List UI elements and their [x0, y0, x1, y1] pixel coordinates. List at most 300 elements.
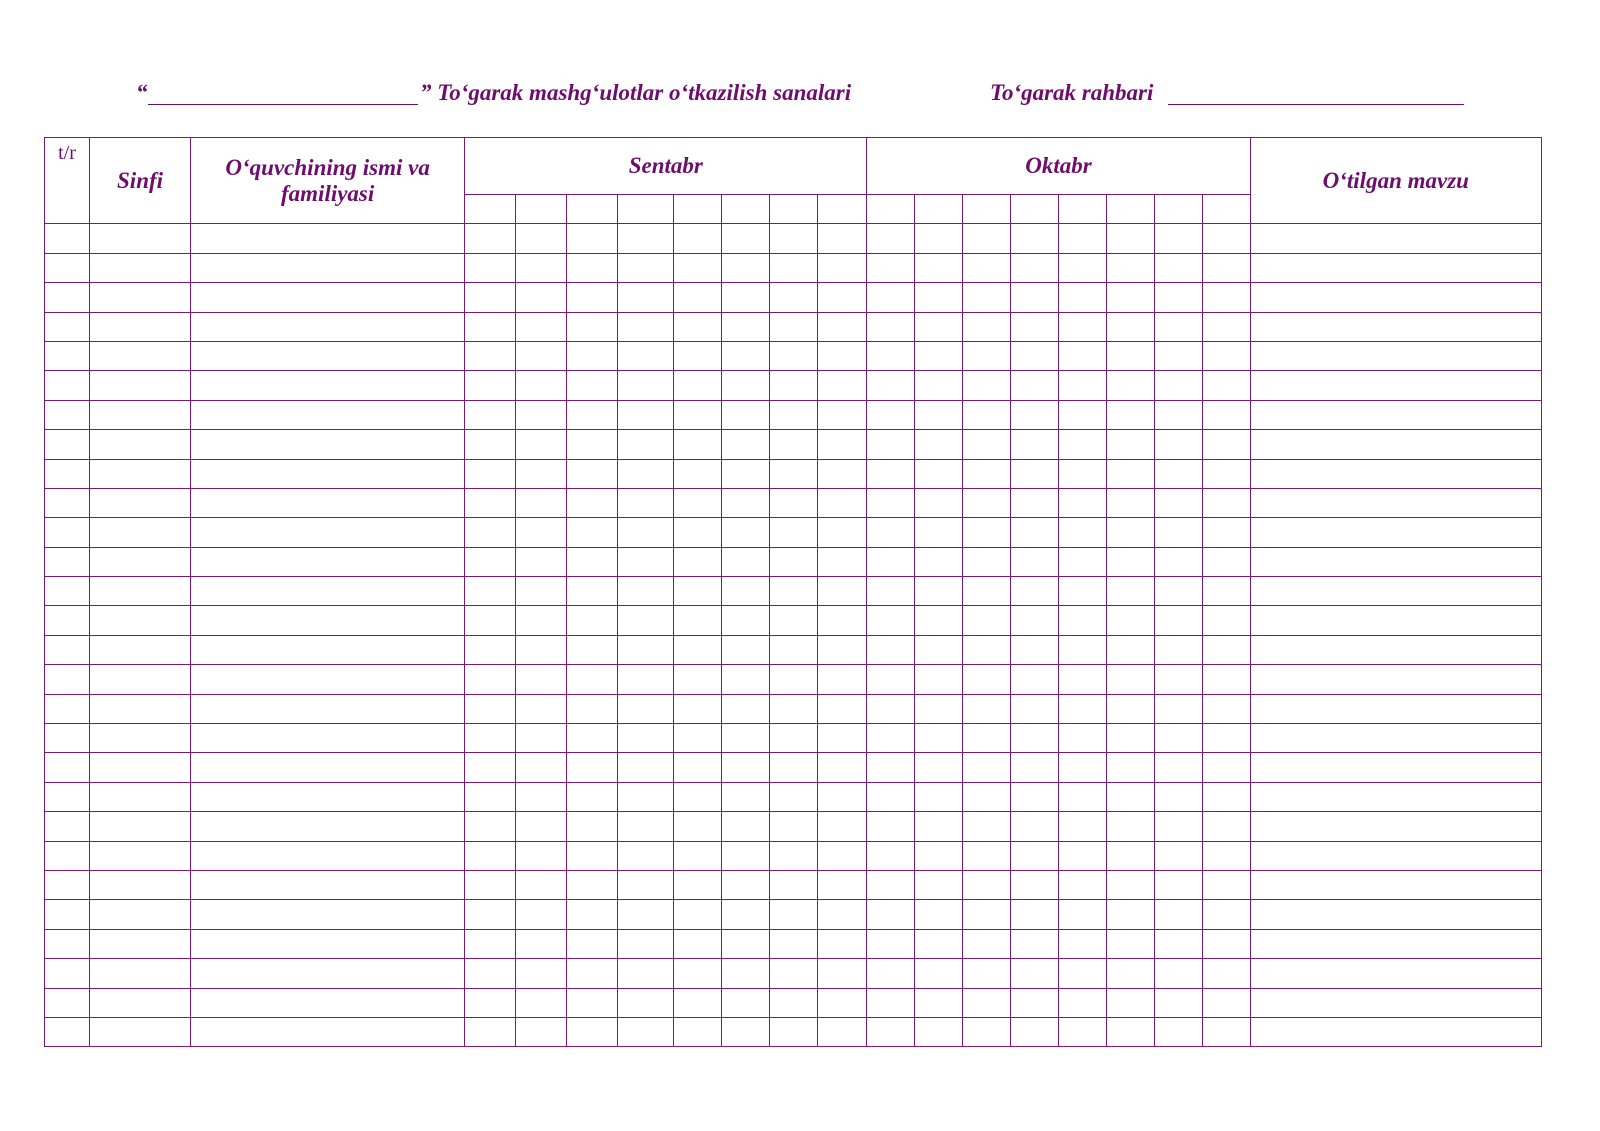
- day-cell: [963, 959, 1011, 988]
- day-cell: [867, 635, 915, 664]
- day-cell: [770, 283, 818, 312]
- day-cell: [963, 547, 1011, 576]
- day-cell: [1059, 312, 1107, 341]
- day-cell: [818, 283, 867, 312]
- day-cell: [516, 870, 567, 899]
- topic-cell: [1250, 577, 1541, 606]
- day-cell: [674, 635, 722, 664]
- september-day-cell: [618, 195, 674, 224]
- day-cell: [1107, 724, 1155, 753]
- day-cell: [516, 518, 567, 547]
- class-cell: [90, 870, 191, 899]
- topic-cell: [1250, 929, 1541, 958]
- day-cell: [674, 400, 722, 429]
- day-cell: [567, 577, 618, 606]
- table-row: [45, 518, 1542, 547]
- number-cell: [45, 459, 90, 488]
- day-cell: [915, 782, 963, 811]
- day-cell: [1155, 1017, 1203, 1046]
- student-name-cell: [191, 841, 465, 870]
- day-cell: [770, 812, 818, 841]
- day-cell: [770, 988, 818, 1017]
- table-row: [45, 929, 1542, 958]
- day-cell: [567, 400, 618, 429]
- day-cell: [516, 283, 567, 312]
- day-cell: [963, 929, 1011, 958]
- day-cell: [674, 753, 722, 782]
- topic-cell: [1250, 665, 1541, 694]
- student-name-cell: [191, 635, 465, 664]
- topic-cell: [1250, 1017, 1541, 1046]
- day-cell: [516, 665, 567, 694]
- day-cell: [567, 929, 618, 958]
- day-cell: [915, 724, 963, 753]
- day-cell: [516, 312, 567, 341]
- class-cell: [90, 753, 191, 782]
- day-cell: [963, 577, 1011, 606]
- topic-cell: [1250, 341, 1541, 370]
- october-day-cell: [867, 195, 915, 224]
- day-cell: [818, 371, 867, 400]
- day-cell: [1107, 665, 1155, 694]
- day-cell: [915, 312, 963, 341]
- day-cell: [618, 518, 674, 547]
- day-cell: [465, 635, 516, 664]
- topic-cell: [1250, 724, 1541, 753]
- class-cell: [90, 694, 191, 723]
- day-cell: [1011, 430, 1059, 459]
- day-cell: [618, 577, 674, 606]
- day-cell: [915, 929, 963, 958]
- day-cell: [1155, 459, 1203, 488]
- day-cell: [1155, 341, 1203, 370]
- day-cell: [465, 900, 516, 929]
- table-row: [45, 341, 1542, 370]
- table-row: [45, 724, 1542, 753]
- table-row: [45, 665, 1542, 694]
- day-cell: [915, 253, 963, 282]
- day-cell: [1107, 430, 1155, 459]
- day-cell: [567, 635, 618, 664]
- topic-cell: [1250, 812, 1541, 841]
- day-cell: [567, 694, 618, 723]
- day-cell: [674, 606, 722, 635]
- class-cell: [90, 224, 191, 253]
- day-cell: [1011, 459, 1059, 488]
- day-cell: [722, 459, 770, 488]
- day-cell: [674, 694, 722, 723]
- day-cell: [618, 929, 674, 958]
- day-cell: [1107, 812, 1155, 841]
- day-cell: [465, 753, 516, 782]
- day-cell: [770, 841, 818, 870]
- day-cell: [465, 988, 516, 1017]
- day-cell: [618, 870, 674, 899]
- day-cell: [867, 870, 915, 899]
- day-cell: [867, 547, 915, 576]
- day-cell: [618, 488, 674, 517]
- day-cell: [963, 283, 1011, 312]
- day-cell: [1107, 224, 1155, 253]
- day-cell: [722, 929, 770, 958]
- day-cell: [963, 812, 1011, 841]
- day-cell: [465, 724, 516, 753]
- number-cell: [45, 753, 90, 782]
- day-cell: [1011, 870, 1059, 899]
- day-cell: [818, 606, 867, 635]
- day-cell: [963, 518, 1011, 547]
- october-day-cell: [915, 195, 963, 224]
- day-cell: [867, 371, 915, 400]
- student-name-cell: [191, 459, 465, 488]
- header-row: [45, 138, 1542, 195]
- day-cell: [465, 312, 516, 341]
- day-cell: [818, 1017, 867, 1046]
- september-day-cell: [674, 195, 722, 224]
- day-cell: [567, 753, 618, 782]
- day-cell: [567, 488, 618, 517]
- student-name-cell: [191, 577, 465, 606]
- day-cell: [1203, 577, 1250, 606]
- day-cell: [915, 988, 963, 1017]
- topic-cell: [1250, 283, 1541, 312]
- day-cell: [1011, 518, 1059, 547]
- october-day-cell: [1203, 195, 1250, 224]
- day-cell: [567, 812, 618, 841]
- day-cell: [770, 577, 818, 606]
- student-name-cell: [191, 724, 465, 753]
- topic-cell: [1250, 606, 1541, 635]
- day-cell: [674, 253, 722, 282]
- day-cell: [915, 341, 963, 370]
- day-cell: [818, 224, 867, 253]
- day-cell: [516, 400, 567, 429]
- day-cell: [1203, 753, 1250, 782]
- day-cell: [618, 812, 674, 841]
- day-cell: [867, 606, 915, 635]
- day-cell: [1011, 812, 1059, 841]
- student-name-cell: [191, 518, 465, 547]
- day-cell: [818, 988, 867, 1017]
- day-cell: [867, 988, 915, 1017]
- day-cell: [818, 753, 867, 782]
- october-day-cell: [1155, 195, 1203, 224]
- table-row: [45, 959, 1542, 988]
- day-cell: [770, 1017, 818, 1046]
- number-cell: [45, 841, 90, 870]
- day-cell: [1011, 724, 1059, 753]
- day-cell: [1059, 518, 1107, 547]
- day-cell: [770, 430, 818, 459]
- day-cell: [618, 782, 674, 811]
- day-cell: [1155, 959, 1203, 988]
- day-cell: [465, 518, 516, 547]
- col-header-number: t/r: [45, 138, 90, 224]
- day-cell: [567, 841, 618, 870]
- open-quote: “: [136, 80, 148, 105]
- day-cell: [818, 812, 867, 841]
- day-cell: [465, 841, 516, 870]
- day-cell: [516, 635, 567, 664]
- day-cell: [963, 224, 1011, 253]
- day-cell: [915, 665, 963, 694]
- table-row: [45, 635, 1542, 664]
- student-name-cell: [191, 929, 465, 958]
- day-cell: [818, 518, 867, 547]
- table-row: [45, 870, 1542, 899]
- student-name-cell: [191, 253, 465, 282]
- day-cell: [1059, 959, 1107, 988]
- day-cell: [867, 518, 915, 547]
- day-cell: [618, 430, 674, 459]
- day-cell: [618, 959, 674, 988]
- student-name-cell: [191, 341, 465, 370]
- table-row: [45, 253, 1542, 282]
- day-cell: [867, 253, 915, 282]
- day-cell: [465, 371, 516, 400]
- day-cell: [1059, 870, 1107, 899]
- day-cell: [770, 694, 818, 723]
- day-cell: [1203, 224, 1250, 253]
- day-cell: [674, 1017, 722, 1046]
- day-cell: [567, 518, 618, 547]
- day-cell: [1011, 606, 1059, 635]
- day-cell: [618, 253, 674, 282]
- day-cell: [1203, 782, 1250, 811]
- day-cell: [818, 459, 867, 488]
- day-cell: [1011, 283, 1059, 312]
- student-name-cell: [191, 870, 465, 899]
- day-cell: [465, 459, 516, 488]
- day-cell: [465, 812, 516, 841]
- day-cell: [915, 283, 963, 312]
- class-cell: [90, 665, 191, 694]
- student-name-cell: [191, 988, 465, 1017]
- day-cell: [618, 459, 674, 488]
- day-cell: [516, 430, 567, 459]
- number-cell: [45, 430, 90, 459]
- day-cell: [465, 577, 516, 606]
- day-cell: [516, 724, 567, 753]
- day-cell: [770, 606, 818, 635]
- day-cell: [516, 1017, 567, 1046]
- number-cell: [45, 312, 90, 341]
- day-cell: [1155, 577, 1203, 606]
- day-cell: [516, 253, 567, 282]
- class-cell: [90, 929, 191, 958]
- day-cell: [1059, 635, 1107, 664]
- class-cell: [90, 577, 191, 606]
- day-cell: [674, 870, 722, 899]
- october-day-cell: [1107, 195, 1155, 224]
- october-day-cell: [963, 195, 1011, 224]
- day-cell: [1059, 812, 1107, 841]
- number-cell: [45, 341, 90, 370]
- student-name-cell: [191, 283, 465, 312]
- day-cell: [618, 694, 674, 723]
- number-cell: [45, 900, 90, 929]
- student-name-cell: [191, 400, 465, 429]
- day-cell: [963, 900, 1011, 929]
- day-cell: [1059, 694, 1107, 723]
- day-cell: [1107, 459, 1155, 488]
- day-cell: [1203, 724, 1250, 753]
- day-cell: [915, 224, 963, 253]
- table-row: [45, 753, 1542, 782]
- day-cell: [867, 224, 915, 253]
- day-cell: [722, 694, 770, 723]
- day-cell: [465, 782, 516, 811]
- day-cell: [618, 283, 674, 312]
- day-cell: [1203, 341, 1250, 370]
- day-cell: [818, 577, 867, 606]
- day-cell: [722, 606, 770, 635]
- day-cell: [1155, 606, 1203, 635]
- day-cell: [674, 488, 722, 517]
- day-cell: [915, 694, 963, 723]
- day-cell: [1011, 400, 1059, 429]
- day-cell: [818, 488, 867, 517]
- day-cell: [722, 900, 770, 929]
- day-cell: [465, 430, 516, 459]
- day-cell: [915, 1017, 963, 1046]
- day-cell: [963, 400, 1011, 429]
- day-cell: [618, 341, 674, 370]
- day-cell: [1203, 929, 1250, 958]
- day-cell: [465, 547, 516, 576]
- september-day-cell: [770, 195, 818, 224]
- day-cell: [1107, 488, 1155, 517]
- col-header-october: Oktabr: [867, 138, 1250, 195]
- day-cell: [915, 459, 963, 488]
- form-header: [0, 78, 1600, 114]
- day-cell: [722, 841, 770, 870]
- day-cell: [818, 312, 867, 341]
- day-cell: [674, 665, 722, 694]
- day-cell: [963, 841, 1011, 870]
- day-cell: [567, 283, 618, 312]
- class-cell: [90, 459, 191, 488]
- day-cell: [1059, 341, 1107, 370]
- table-row: [45, 312, 1542, 341]
- day-cell: [465, 224, 516, 253]
- student-name-cell: [191, 812, 465, 841]
- day-cell: [915, 870, 963, 899]
- number-cell: [45, 812, 90, 841]
- day-cell: [915, 812, 963, 841]
- day-cell: [867, 459, 915, 488]
- day-cell: [722, 635, 770, 664]
- day-cell: [1107, 929, 1155, 958]
- class-cell: [90, 488, 191, 517]
- day-cell: [618, 988, 674, 1017]
- day-cell: [1155, 635, 1203, 664]
- day-cell: [867, 430, 915, 459]
- col-header-topic: O‘tilgan mavzu: [1250, 138, 1541, 224]
- day-cell: [674, 724, 722, 753]
- day-cell: [1107, 900, 1155, 929]
- day-cell: [618, 724, 674, 753]
- class-cell: [90, 283, 191, 312]
- class-cell: [90, 312, 191, 341]
- day-cell: [1155, 782, 1203, 811]
- day-cell: [1011, 488, 1059, 517]
- day-cell: [1155, 900, 1203, 929]
- number-cell: [45, 959, 90, 988]
- day-cell: [915, 606, 963, 635]
- day-cell: [963, 488, 1011, 517]
- day-cell: [1203, 870, 1250, 899]
- form-title: ” To‘garak mashg‘ulotlar o‘tkazilish sanalari: [420, 80, 852, 105]
- day-cell: [1155, 283, 1203, 312]
- day-cell: [867, 341, 915, 370]
- day-cell: [963, 459, 1011, 488]
- day-cell: [516, 224, 567, 253]
- day-cell: [770, 518, 818, 547]
- day-cell: [516, 988, 567, 1017]
- day-cell: [818, 253, 867, 282]
- day-cell: [1203, 488, 1250, 517]
- day-cell: [567, 959, 618, 988]
- day-cell: [674, 283, 722, 312]
- student-name-cell: [191, 488, 465, 517]
- number-cell: [45, 929, 90, 958]
- day-cell: [1011, 547, 1059, 576]
- student-name-cell: [191, 1017, 465, 1046]
- number-cell: [45, 283, 90, 312]
- table-row: [45, 606, 1542, 635]
- day-cell: [1011, 988, 1059, 1017]
- day-cell: [722, 518, 770, 547]
- class-cell: [90, 341, 191, 370]
- day-cell: [1107, 959, 1155, 988]
- day-cell: [915, 488, 963, 517]
- day-cell: [1107, 635, 1155, 664]
- day-cell: [465, 488, 516, 517]
- day-cell: [867, 1017, 915, 1046]
- number-cell: [45, 870, 90, 899]
- day-cell: [1011, 841, 1059, 870]
- day-cell: [915, 577, 963, 606]
- number-cell: [45, 782, 90, 811]
- day-cell: [465, 400, 516, 429]
- day-cell: [567, 988, 618, 1017]
- number-cell: [45, 606, 90, 635]
- day-cell: [1155, 400, 1203, 429]
- day-cell: [818, 841, 867, 870]
- day-cell: [770, 724, 818, 753]
- day-cell: [867, 694, 915, 723]
- day-cell: [770, 959, 818, 988]
- day-cell: [722, 224, 770, 253]
- day-cell: [722, 1017, 770, 1046]
- day-cell: [1011, 371, 1059, 400]
- day-cell: [963, 312, 1011, 341]
- day-cell: [1107, 694, 1155, 723]
- day-cell: [567, 870, 618, 899]
- day-cell: [1155, 929, 1203, 958]
- day-cell: [618, 635, 674, 664]
- leader-name-blank: [1168, 104, 1464, 105]
- topic-cell: [1250, 841, 1541, 870]
- day-cell: [722, 430, 770, 459]
- day-cell: [963, 430, 1011, 459]
- day-cell: [1203, 1017, 1250, 1046]
- day-cell: [1011, 665, 1059, 694]
- day-cell: [618, 371, 674, 400]
- student-name-cell: [191, 224, 465, 253]
- day-cell: [1059, 1017, 1107, 1046]
